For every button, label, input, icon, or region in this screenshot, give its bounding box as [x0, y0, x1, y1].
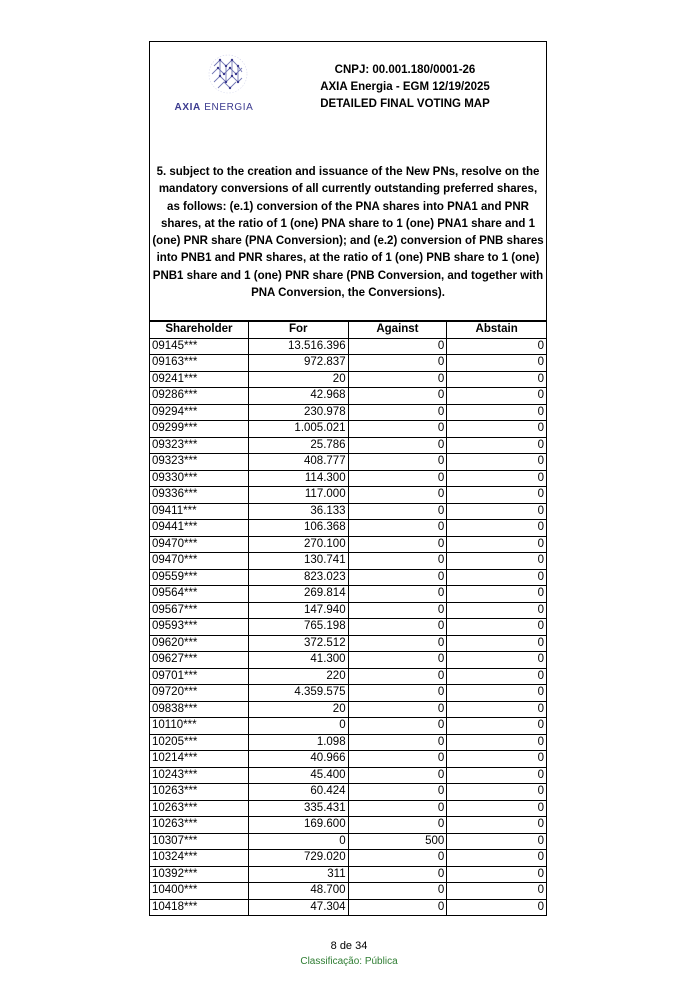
column-header-against: Against: [348, 322, 447, 339]
against-cell: 0: [348, 635, 447, 652]
abstain-cell: 0: [447, 883, 547, 900]
table-row: [150, 404, 547, 421]
table-row: [150, 767, 547, 784]
for-cell: 270.100: [248, 536, 348, 553]
shareholder-cell: 10324***: [150, 850, 249, 867]
shareholder-cell: 09627***: [150, 652, 249, 669]
shareholder-cell: 10205***: [150, 734, 249, 751]
against-cell: 0: [348, 800, 447, 817]
for-cell: 169.600: [248, 817, 348, 834]
against-cell: 0: [348, 371, 447, 388]
against-cell: 0: [348, 899, 447, 916]
abstain-cell: 0: [447, 652, 547, 669]
shareholder-cell: 10263***: [150, 784, 249, 801]
shareholder-cell: 10307***: [150, 833, 249, 850]
against-cell: 0: [348, 553, 447, 570]
against-cell: 0: [348, 388, 447, 405]
table-row: [150, 817, 547, 834]
for-cell: 230.978: [248, 404, 348, 421]
against-cell: 0: [348, 734, 447, 751]
shareholder-cell: 09163***: [150, 355, 249, 372]
abstain-cell: 0: [447, 899, 547, 916]
against-cell: 0: [348, 701, 447, 718]
column-header-shareholder: Shareholder: [150, 322, 249, 339]
for-cell: 147.940: [248, 602, 348, 619]
shareholder-cell: 10243***: [150, 767, 249, 784]
table-row: [150, 536, 547, 553]
shareholder-cell: 10110***: [150, 718, 249, 735]
shareholder-cell: 09286***: [150, 388, 249, 405]
abstain-cell: 0: [447, 338, 547, 355]
page-number: 8 de 34: [330, 940, 368, 952]
against-cell: 0: [348, 404, 447, 421]
shareholder-cell: 09441***: [150, 520, 249, 537]
table-row: [150, 668, 547, 685]
against-cell: 0: [348, 718, 447, 735]
abstain-cell: 0: [447, 371, 547, 388]
for-cell: 42.968: [248, 388, 348, 405]
for-cell: 729.020: [248, 850, 348, 867]
abstain-cell: 0: [447, 701, 547, 718]
shareholder-cell: 09559***: [150, 569, 249, 586]
shareholder-cell: 09411***: [150, 503, 249, 520]
shareholder-cell: 09564***: [150, 586, 249, 603]
shareholder-cell: 09838***: [150, 701, 249, 718]
table-row: [150, 586, 547, 603]
for-cell: 40.966: [248, 751, 348, 768]
abstain-cell: 0: [447, 536, 547, 553]
axia-energia-logo: [164, 50, 264, 113]
abstain-cell: 0: [447, 767, 547, 784]
table-row: [150, 850, 547, 867]
shareholder-cell: 09470***: [150, 536, 249, 553]
against-cell: 0: [348, 520, 447, 537]
for-cell: 1.098: [248, 734, 348, 751]
table-header-row: [150, 322, 547, 339]
for-cell: 45.400: [248, 767, 348, 784]
classification-label: Classificação: Pública: [300, 956, 398, 967]
for-cell: 114.300: [248, 470, 348, 487]
shareholder-cell: 09145***: [150, 338, 249, 355]
abstain-cell: 0: [447, 866, 547, 883]
for-cell: 20: [248, 371, 348, 388]
abstain-cell: 0: [447, 421, 547, 438]
against-cell: 0: [348, 866, 447, 883]
against-cell: 0: [348, 470, 447, 487]
for-cell: 269.814: [248, 586, 348, 603]
shareholder-cell: 10400***: [150, 883, 249, 900]
table-row: [150, 883, 547, 900]
shareholder-cell: 09701***: [150, 668, 249, 685]
abstain-cell: 0: [447, 800, 547, 817]
abstain-cell: 0: [447, 734, 547, 751]
for-cell: 0: [248, 833, 348, 850]
for-cell: 47.304: [248, 899, 348, 916]
table-row: [150, 437, 547, 454]
table-row: [150, 338, 547, 355]
table-row: [150, 487, 547, 504]
against-cell: 0: [348, 652, 447, 669]
table-row: [150, 569, 547, 586]
abstain-cell: 0: [447, 685, 547, 702]
abstain-cell: 0: [447, 635, 547, 652]
table-row: [150, 371, 547, 388]
shareholder-cell: 09336***: [150, 487, 249, 504]
abstain-cell: 0: [447, 602, 547, 619]
table-row: [150, 470, 547, 487]
table-row: [150, 652, 547, 669]
against-cell: 0: [348, 421, 447, 438]
shareholder-cell: 09330***: [150, 470, 249, 487]
for-cell: 117.000: [248, 487, 348, 504]
abstain-cell: 0: [447, 404, 547, 421]
for-cell: 60.424: [248, 784, 348, 801]
against-cell: 0: [348, 883, 447, 900]
document-header: [270, 62, 540, 113]
abstain-cell: 0: [447, 817, 547, 834]
for-cell: 972.837: [248, 355, 348, 372]
for-cell: 20: [248, 701, 348, 718]
abstain-cell: 0: [447, 470, 547, 487]
table-row: [150, 421, 547, 438]
shareholder-cell: 10392***: [150, 866, 249, 883]
abstain-cell: 0: [447, 751, 547, 768]
shareholder-cell: 09620***: [150, 635, 249, 652]
abstain-cell: 0: [447, 718, 547, 735]
for-cell: 823.023: [248, 569, 348, 586]
document-title: DETAILED FINAL VOTING MAP: [320, 98, 490, 110]
table-row: [150, 685, 547, 702]
abstain-cell: 0: [447, 355, 547, 372]
shareholder-cell: 09294***: [150, 404, 249, 421]
table-body: [150, 338, 547, 916]
table-row: [150, 701, 547, 718]
table-row: [150, 454, 547, 471]
against-cell: 0: [348, 602, 447, 619]
for-cell: 48.700: [248, 883, 348, 900]
for-cell: 765.198: [248, 619, 348, 636]
logo-brand-text: AXIA: [174, 102, 201, 113]
resolution-text: 5. subject to the creation and issuance of the New PNs, resolve on the mandatory conversions of all currently outstanding preferred shares, as follows: (e.1) conversion of the PNA shares into PNA1 and PNR shares, at the ratio of 1 (one) PNA share to 1 (one) PNA1 share and 1 (one) PNR share (PNA Conversion); and (e.2) conversion of PNB shares into PNB1 and PNR shares, at the ratio of 1 (one) PNB share to 1 (one) PNB1 share and 1 (one) PNR share (PNB Conversion, and together with PNA Conversion, the Conversions).: [152, 166, 544, 300]
table-row: [150, 734, 547, 751]
document-header-box: [149, 41, 547, 321]
voting-table: [149, 321, 547, 916]
table-row: [150, 388, 547, 405]
table-row: [150, 520, 547, 537]
abstain-cell: 0: [447, 833, 547, 850]
against-cell: 0: [348, 454, 447, 471]
for-cell: 311: [248, 866, 348, 883]
table-row: [150, 619, 547, 636]
table-row: [150, 833, 547, 850]
against-cell: 0: [348, 437, 447, 454]
table-row: [150, 602, 547, 619]
table-row: [150, 751, 547, 768]
for-cell: 0: [248, 718, 348, 735]
against-cell: 0: [348, 503, 447, 520]
shareholder-cell: 09593***: [150, 619, 249, 636]
against-cell: 0: [348, 619, 447, 636]
for-cell: 335.431: [248, 800, 348, 817]
table-row: [150, 784, 547, 801]
against-cell: 500: [348, 833, 447, 850]
table-row: [150, 866, 547, 883]
cnpj-text: CNPJ: 00.001.180/0001-26: [334, 64, 476, 76]
column-header-abstain: Abstain: [447, 322, 547, 339]
abstain-cell: 0: [447, 388, 547, 405]
abstain-cell: 0: [447, 668, 547, 685]
shareholder-cell: 10418***: [150, 899, 249, 916]
against-cell: 0: [348, 817, 447, 834]
logo-word-text: ENERGIA: [204, 102, 254, 113]
shareholder-cell: 09323***: [150, 437, 249, 454]
shareholder-cell: 10263***: [150, 817, 249, 834]
against-cell: 0: [348, 850, 447, 867]
abstain-cell: 0: [447, 503, 547, 520]
table-row: [150, 553, 547, 570]
for-cell: 408.777: [248, 454, 348, 471]
against-cell: 0: [348, 569, 447, 586]
against-cell: 0: [348, 338, 447, 355]
against-cell: 0: [348, 536, 447, 553]
abstain-cell: 0: [447, 586, 547, 603]
for-cell: 13.516.396: [248, 338, 348, 355]
shareholder-cell: 09567***: [150, 602, 249, 619]
abstain-cell: 0: [447, 437, 547, 454]
abstain-cell: 0: [447, 784, 547, 801]
against-cell: 0: [348, 784, 447, 801]
for-cell: 130.741: [248, 553, 348, 570]
against-cell: 0: [348, 586, 447, 603]
shareholder-cell: 09470***: [150, 553, 249, 570]
against-cell: 0: [348, 668, 447, 685]
abstain-cell: 0: [447, 850, 547, 867]
for-cell: 372.512: [248, 635, 348, 652]
for-cell: 106.368: [248, 520, 348, 537]
against-cell: 0: [348, 751, 447, 768]
table-row: [150, 635, 547, 652]
for-cell: 36.133: [248, 503, 348, 520]
table-row: [150, 503, 547, 520]
logo-wordmark: [164, 102, 264, 113]
for-cell: 25.786: [248, 437, 348, 454]
for-cell: 4.359.575: [248, 685, 348, 702]
shareholder-cell: 09299***: [150, 421, 249, 438]
shareholder-cell: 10263***: [150, 800, 249, 817]
shareholder-cell: 09720***: [150, 685, 249, 702]
globe-network-icon: [206, 52, 250, 98]
for-cell: 220: [248, 668, 348, 685]
abstain-cell: 0: [447, 520, 547, 537]
table-row: [150, 800, 547, 817]
shareholder-cell: 10214***: [150, 751, 249, 768]
against-cell: 0: [348, 767, 447, 784]
table-row: [150, 899, 547, 916]
abstain-cell: 0: [447, 487, 547, 504]
for-cell: 41.300: [248, 652, 348, 669]
abstain-cell: 0: [447, 619, 547, 636]
against-cell: 0: [348, 685, 447, 702]
abstain-cell: 0: [447, 553, 547, 570]
meeting-text: AXIA Energia - EGM 12/19/2025: [320, 81, 490, 93]
abstain-cell: 0: [447, 454, 547, 471]
for-cell: 1.005.021: [248, 421, 348, 438]
shareholder-cell: 09323***: [150, 454, 249, 471]
table-row: [150, 355, 547, 372]
shareholder-cell: 09241***: [150, 371, 249, 388]
against-cell: 0: [348, 355, 447, 372]
against-cell: 0: [348, 487, 447, 504]
column-header-for: For: [248, 322, 348, 339]
abstain-cell: 0: [447, 569, 547, 586]
table-row: [150, 718, 547, 735]
